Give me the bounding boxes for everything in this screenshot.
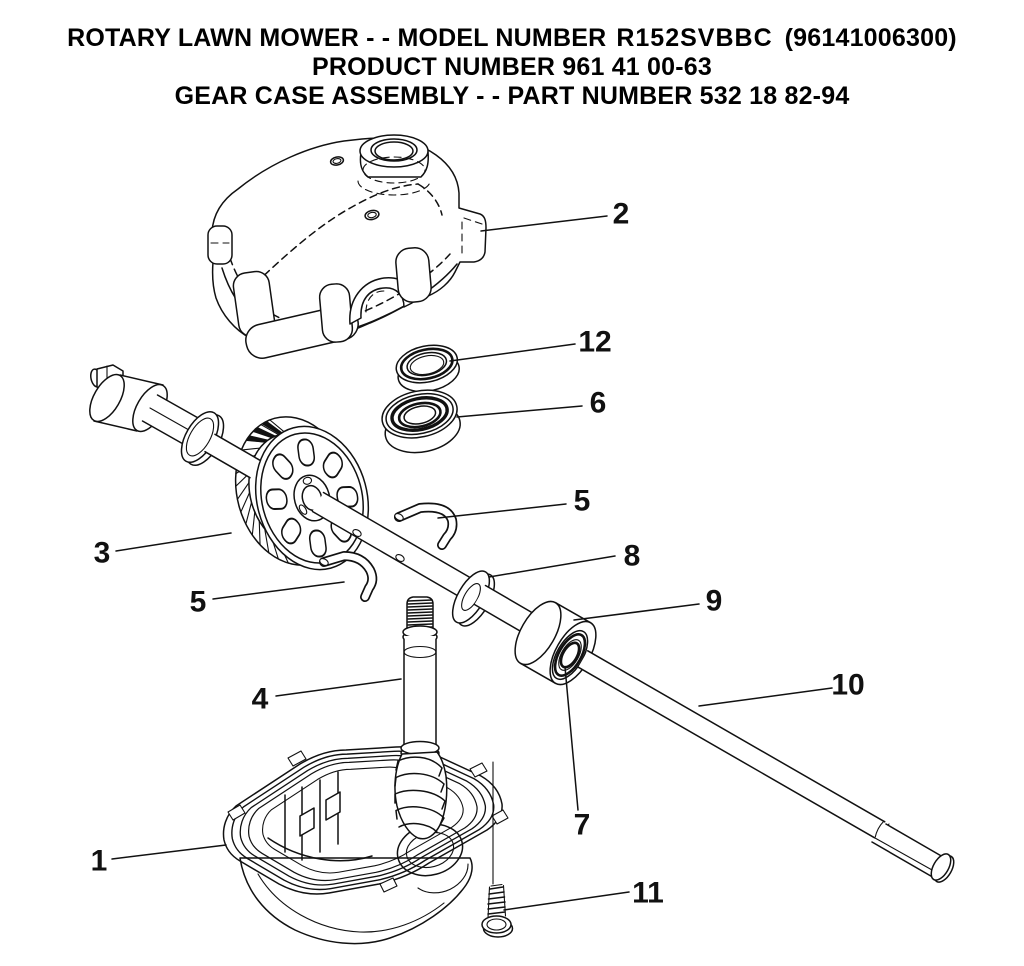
- callout-part-12: 12: [578, 325, 612, 359]
- leader-2: [481, 216, 607, 231]
- leader-12: [450, 344, 575, 361]
- model-line-prefix: ROTARY LAWN MOWER - - MODEL NUMBER: [67, 24, 607, 52]
- header-line-3: GEAR CASE ASSEMBLY - - PART NUMBER 532 18 82-94: [174, 82, 850, 110]
- callout-part-5-upper: 5: [573, 484, 591, 518]
- leader-5-lower: [213, 582, 344, 599]
- leader-4: [276, 679, 401, 696]
- leader-7: [565, 667, 578, 810]
- callout-part-7: 7: [573, 808, 591, 842]
- callout-part-2: 2: [612, 197, 630, 231]
- seal-ring-drawing: [393, 340, 463, 397]
- callout-labels: [91, 198, 865, 910]
- leader-6: [457, 406, 582, 417]
- worm-shaft-drawing: [395, 597, 447, 839]
- leader-9: [574, 604, 699, 620]
- ball-bearing-drawing: [378, 384, 465, 459]
- callout-part-4: 4: [251, 682, 269, 716]
- callout-part-5-lower: 5: [189, 585, 207, 619]
- leader-lines: [112, 216, 832, 910]
- leader-1: [112, 845, 226, 859]
- callout-part-1: 1: [90, 844, 108, 878]
- gear-case-housing-drawing: [224, 747, 509, 944]
- leader-10: [699, 688, 832, 706]
- callout-part-10: 10: [831, 668, 865, 702]
- header-line-1: [0, 24, 1024, 53]
- callout-part-8: 8: [623, 539, 641, 573]
- output-shaft-drawing: [578, 651, 957, 886]
- drawing-header: [0, 24, 1024, 111]
- gear-case-cover-drawing: [208, 135, 486, 361]
- model-code: (96141006300): [784, 24, 957, 52]
- leader-5-upper: [438, 504, 566, 518]
- callout-part-6: 6: [589, 386, 607, 420]
- hairpin-clip-lower-drawing: [319, 556, 373, 597]
- callout-part-3: 3: [93, 536, 111, 570]
- leader-8: [489, 556, 615, 577]
- callout-part-9: 9: [705, 584, 723, 618]
- callout-part-11: 11: [632, 876, 664, 910]
- model-number: R152SVBBC: [616, 24, 773, 52]
- leader-11: [504, 892, 629, 910]
- header-line-2: PRODUCT NUMBER 961 41 00-63: [312, 53, 712, 81]
- leader-3: [116, 533, 231, 551]
